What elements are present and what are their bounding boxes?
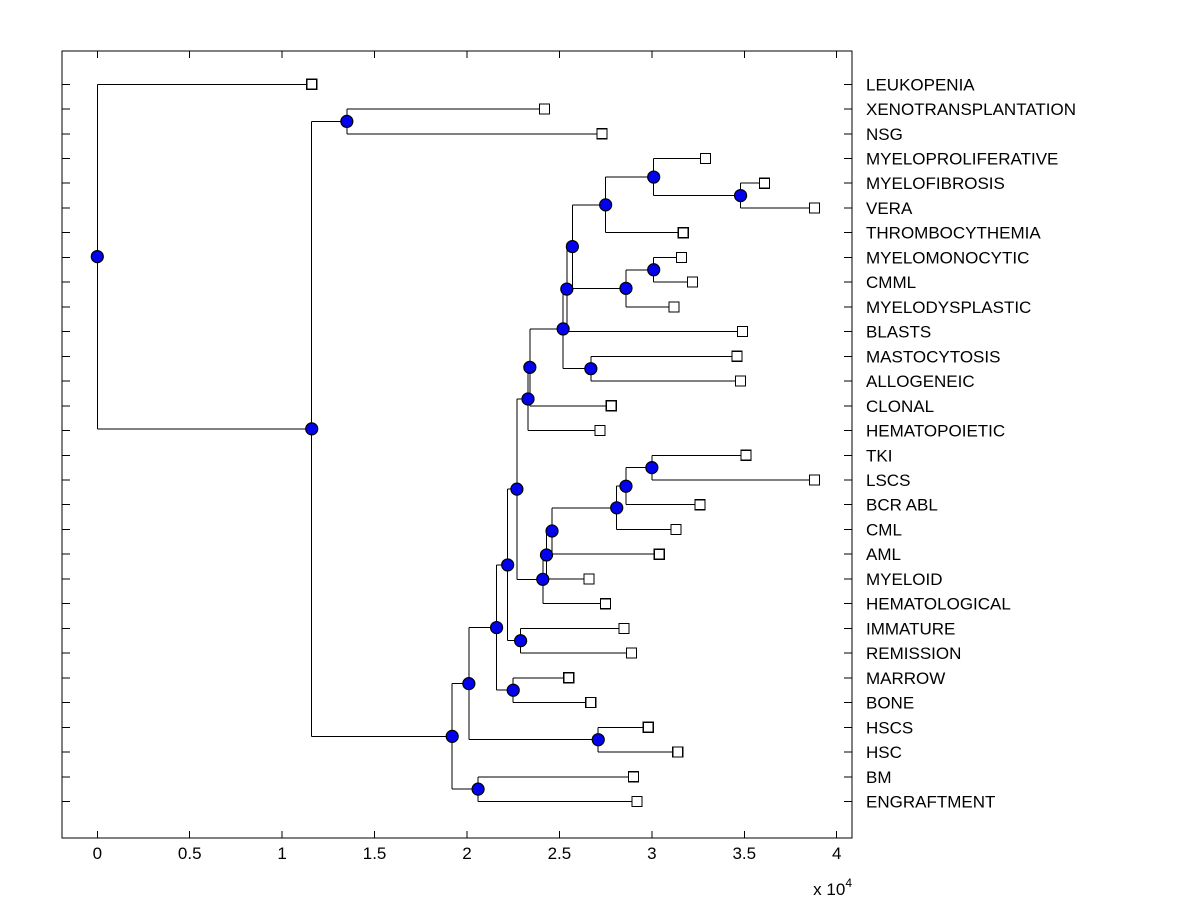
branch-node-dot — [735, 190, 747, 202]
leaf-label: IMMATURE — [866, 619, 956, 639]
leaf-marker — [676, 252, 686, 262]
branch-node-dot — [341, 115, 353, 127]
leaf-marker — [595, 426, 605, 436]
leaf-label: CMML — [866, 273, 917, 293]
leaf-marker — [760, 178, 770, 188]
branch-node-dot — [524, 361, 536, 373]
leaf-label: HEMATOLOGICAL — [866, 594, 1011, 614]
branch-node-dot — [522, 393, 534, 405]
x-tick-label: 2 — [462, 844, 472, 863]
leaf-label: BM — [866, 767, 892, 787]
leaf-marker — [669, 302, 679, 312]
leaf-label: HEMATOPOIETIC — [866, 421, 1006, 441]
leaf-marker — [564, 673, 574, 683]
leaf-label: MARROW — [866, 668, 946, 688]
leaf-label: CLONAL — [866, 396, 935, 416]
leaf-marker — [619, 623, 629, 633]
x-tick-label: 3.5 — [732, 844, 757, 863]
branch-node-dot — [557, 323, 569, 335]
leaf-marker — [586, 698, 596, 708]
branch-node-dot — [600, 199, 612, 211]
leaf-label: MYELOMONOCYTIC — [866, 248, 1030, 268]
leaf-marker — [584, 574, 594, 584]
leaf-label: HSCS — [866, 718, 914, 738]
leaf-marker — [632, 796, 642, 806]
leaf-label: NSG — [866, 124, 903, 144]
x-tick-label: 4 — [831, 844, 842, 863]
leaf-marker — [601, 599, 611, 609]
branch-node-dot — [566, 241, 578, 253]
leaf-label: MYELOPROLIFERATIVE — [866, 149, 1059, 169]
leaf-label: ALLOGENEIC — [866, 372, 975, 392]
branch-node-dot — [585, 363, 597, 375]
leaf-label: HSC — [866, 743, 902, 763]
leaf-marker — [736, 376, 746, 386]
branch-node-dot — [515, 635, 527, 647]
branch-node-dot — [646, 462, 658, 474]
branch-node-dot — [502, 559, 514, 571]
branch-node-dot — [491, 622, 503, 634]
leaf-label: BONE — [866, 693, 915, 713]
leaf-marker — [732, 351, 742, 361]
leaf-marker — [673, 747, 683, 757]
branch-node-dot — [472, 783, 484, 795]
leaf-label: MYELODYSPLASTIC — [866, 297, 1032, 317]
x-tick-label: 2.5 — [547, 844, 572, 863]
leaf-marker — [678, 228, 688, 238]
x-tick-label: 3 — [647, 844, 657, 863]
leaf-label: XENOTRANSPLANTATION — [866, 100, 1077, 120]
leaf-label: MASTOCYTOSIS — [866, 347, 1001, 367]
leaf-marker — [627, 648, 637, 658]
leaf-marker — [628, 772, 638, 782]
branch-node-dot — [648, 171, 660, 183]
branch-node-dot — [540, 549, 552, 561]
leaf-marker — [671, 524, 681, 534]
x-tick-label: 1.5 — [362, 844, 387, 863]
branch-node-dot — [592, 734, 604, 746]
leaf-marker — [643, 722, 653, 732]
leaf-label: TKI — [866, 446, 893, 466]
leaf-marker — [654, 549, 664, 559]
leaf-marker — [810, 203, 820, 213]
branch-node-dot — [511, 483, 523, 495]
leaf-label: REMISSION — [866, 644, 962, 664]
leaf-marker — [737, 327, 747, 337]
x-tick-label: 1 — [277, 844, 287, 863]
leaf-marker — [700, 153, 710, 163]
branch-node-dot — [91, 251, 103, 263]
leaf-label: AML — [866, 545, 901, 565]
leaf-label: BCR ABL — [866, 495, 938, 515]
leaf-marker — [597, 129, 607, 139]
leaf-marker — [810, 475, 820, 485]
branch-node-dot — [561, 283, 573, 295]
branch-node-dot — [620, 282, 632, 294]
leaf-label: LEUKOPENIA — [866, 75, 975, 95]
branch-node-dot — [611, 502, 623, 514]
x-axis-multiplier: x $10^4$ — [813, 876, 852, 899]
leaf-label: VERA — [866, 198, 913, 218]
leaf-label: BLASTS — [866, 322, 932, 342]
leaf-label: MYELOFIBROSIS — [866, 174, 1005, 194]
leaf-marker — [307, 79, 317, 89]
x-tick-label: 0 — [92, 844, 103, 863]
leaf-label: MYELOID — [866, 569, 943, 589]
leaf-marker — [606, 401, 616, 411]
branch-node-dot — [306, 423, 318, 435]
branch-node-dot — [507, 684, 519, 696]
leaf-marker — [741, 450, 751, 460]
branch-node-dot — [620, 480, 632, 492]
branch-node-dot — [463, 678, 475, 690]
x-tick-label: 0.5 — [177, 844, 202, 863]
branch-node-dot — [537, 573, 549, 585]
leaf-label: LSCS — [866, 470, 911, 490]
leaf-marker — [688, 277, 698, 287]
branch-node-dot — [546, 525, 558, 537]
leaf-marker — [540, 104, 550, 114]
branch-node-dot — [648, 264, 660, 276]
branch-node-dot — [446, 730, 458, 742]
leaf-label: ENGRAFTMENT — [866, 792, 996, 812]
leaf-label: THROMBOCYTHEMIA — [866, 223, 1041, 243]
leaf-marker — [695, 500, 705, 510]
leaf-label: CML — [866, 520, 902, 540]
